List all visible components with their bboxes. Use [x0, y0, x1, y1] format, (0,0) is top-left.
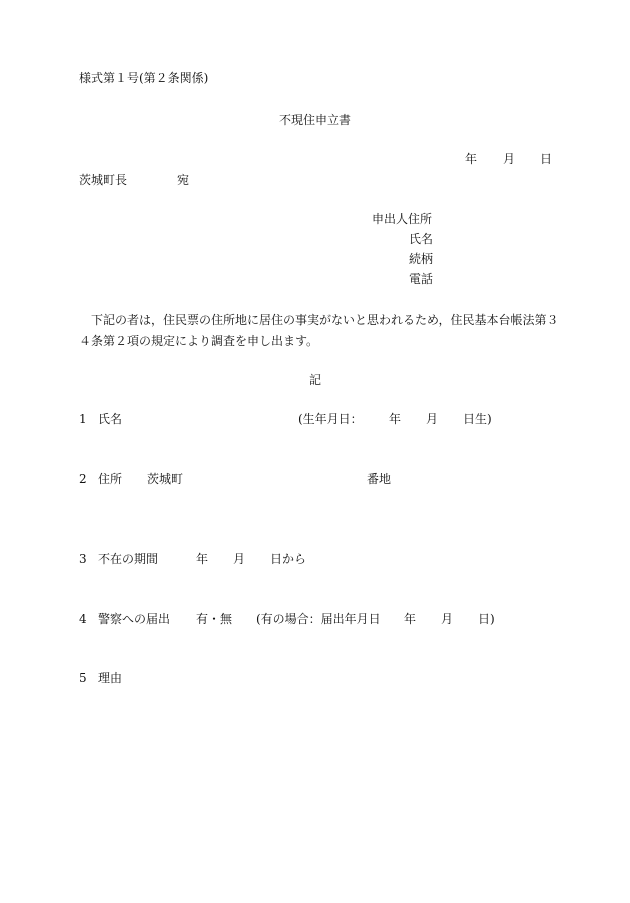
applicant-phone-label: 電話 — [409, 272, 434, 286]
item-5-number: 5 — [79, 671, 87, 685]
item-4-detail-prefix: (有の場合：届出年月日 — [256, 612, 381, 626]
item-2-label: 住所 — [98, 472, 123, 486]
statement-paragraph: 下記の者は，住民票の住所地に居住の事実がないと思われるため，住民基本台帳法第３４条第２項の規定により調査を申し出ます。 — [79, 313, 559, 348]
item-4-number: 4 — [79, 612, 87, 626]
applicant-relation-label: 続柄 — [409, 252, 434, 266]
item-1-label: 氏名 — [98, 412, 123, 426]
item-1-number: 1 — [79, 412, 87, 426]
form-number: 様式第１号(第２条関係) — [79, 71, 209, 85]
item-1-birth-month: 月 — [426, 412, 439, 426]
item-4-day: 日) — [478, 612, 495, 626]
item-1-birth-day: 日生) — [463, 412, 492, 426]
item-3-label: 不在の期間 — [98, 552, 159, 566]
item-2-number: 2 — [79, 472, 87, 486]
item-5-label: 理由 — [98, 671, 123, 685]
notation-heading: 記 — [308, 373, 321, 387]
recipient-name: 茨城町長 — [79, 173, 128, 187]
date-month-label: 月 — [503, 152, 516, 166]
date-year-label: 年 — [465, 152, 478, 166]
item-4-label: 警察への届出 — [98, 612, 171, 626]
applicant-name-label: 氏名 — [409, 232, 434, 246]
item-3-day: 日から — [270, 552, 307, 566]
item-4-month: 月 — [441, 612, 454, 626]
date-day-label: 日 — [540, 152, 553, 166]
item-2-town: 茨城町 — [147, 472, 184, 486]
recipient-suffix: 宛 — [177, 173, 190, 187]
item-2-lot: 番地 — [367, 472, 392, 486]
item-4-year: 年 — [404, 612, 417, 626]
item-4-choice: 有・無 — [196, 612, 233, 626]
applicant-address-label: 申出人住所 — [372, 212, 433, 226]
item-3-month: 月 — [233, 552, 246, 566]
item-3-number: 3 — [79, 552, 87, 566]
item-1-birth-year: 年 — [389, 412, 402, 426]
item-1-birth-prefix: (生年月日： — [298, 412, 363, 426]
item-3-year: 年 — [196, 552, 209, 566]
document-title: 不現住申立書 — [278, 113, 351, 127]
